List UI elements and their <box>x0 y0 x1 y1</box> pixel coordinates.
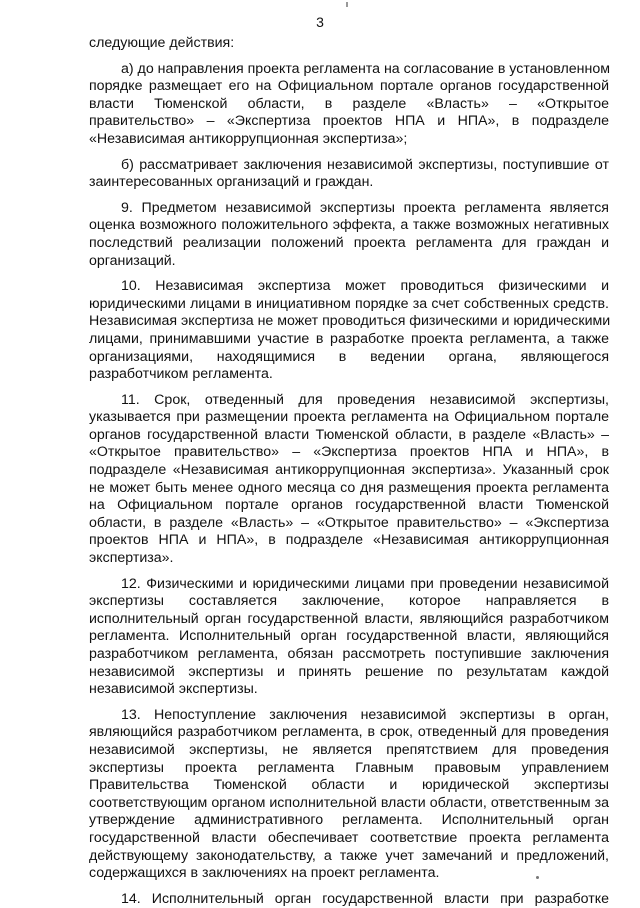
text-line: не может быть менее одного месяца со дня размещения проекта регламента <box>89 479 609 496</box>
text-line: 10. Независимая экспертиза может проводиться физическими и <box>121 278 609 295</box>
text-line: действующему законодательству, а также учет замечаний и предложений, <box>89 847 609 864</box>
paragraph-item-9 <box>89 200 609 270</box>
paragraph-item-13 <box>89 707 609 883</box>
paragraph-item-b <box>89 157 609 192</box>
text-line: юридическими лицами в инициативном порядке за счет собственных средств. <box>89 295 609 312</box>
text-line: подразделе «Независимая антикоррупционная экспертиза». Указанный срок <box>89 462 609 479</box>
paragraph-item-a <box>89 61 609 149</box>
text-line: власти Тюменской области, в разделе «Власть» – «Открытое <box>89 95 609 112</box>
text-line: последствий реализации положений проекта регламента для граждан и <box>89 234 609 251</box>
text-line: оценка возможного положительного эффекта, а также возможных негативных <box>89 217 609 234</box>
text-line: организаций. <box>89 252 176 269</box>
text-line: проектов НПА и НПА», в подразделе «Независимая антикоррупционная <box>89 532 609 549</box>
text-line: экспертиза». <box>89 550 174 567</box>
text-line: разработчиком регламента. <box>89 366 273 383</box>
text-line: на Официальном портале органов государственной власти Тюменской <box>89 497 609 514</box>
text-line: утверждение административного регламента. Исполнительный орган <box>89 812 609 829</box>
paragraph-item-11 <box>89 392 609 568</box>
scan-mark <box>346 2 348 7</box>
text-line: независимой экспертизы. <box>89 681 258 698</box>
text-line: 14. Исполнительный орган государственной власти при разработке <box>121 890 609 907</box>
page-number: 3 <box>316 14 324 30</box>
text-line: государственной власти обеспечивает соответствие проекта регламента <box>89 829 609 846</box>
paragraph-intro <box>89 35 609 53</box>
text-line: независимой экспертизы и принять решение по результатам каждой <box>89 663 609 680</box>
text-line: следующие действия: <box>89 35 235 51</box>
text-line: Независимая экспертиза не может проводиться физическими и юридическими <box>89 313 611 330</box>
paragraph-item-14 <box>89 891 609 908</box>
text-line: 12. Физическими и юридическими лицами при проведении независимой <box>121 575 609 592</box>
text-line: организациями, находящимися в ведении органа, являющегося <box>89 348 609 365</box>
text-line: Правительства Тюменской области и юридической экспертизы <box>89 777 609 794</box>
paragraph-item-12 <box>89 576 609 699</box>
document-body <box>89 35 609 908</box>
paragraph-item-10 <box>89 278 609 384</box>
text-line: органов государственной власти Тюменской области, в разделе «Власть» – <box>89 426 609 443</box>
text-line: области, в разделе «Власть» – «Открытое правительство» – «Экспертиза <box>89 514 609 531</box>
text-line: соответствующим органом исполнительной власти области, ответственным за <box>89 794 609 811</box>
text-line: регламента. Исполнительный орган государственной власти, являющийся <box>89 628 609 645</box>
text-line: независимой экспертизы, не является препятствием для проведения <box>89 741 609 758</box>
text-line: лицами, принимавшими участие в разработке проекта регламента, а также <box>89 330 609 347</box>
text-line: «Независимая антикоррупционная экспертиза»; <box>89 130 408 147</box>
scan-speck <box>536 876 539 879</box>
text-line: порядке размещает его на Официальном портале органов государственной <box>89 78 609 95</box>
text-line: правительство» – «Экспертиза проектов НПА и НПА», в подразделе <box>89 113 609 130</box>
text-line: содержащихся в заключениях на проект регламента. <box>89 865 440 882</box>
text-line: «Открытое правительство» – «Экспертиза проектов НПА и НПА», в <box>89 444 609 461</box>
text-line: указывается при размещении проекта регламента на Официальном портале <box>89 409 609 426</box>
text-line: разработчиком регламента, обязан рассмотреть поступившие заключения <box>89 646 609 662</box>
text-line: 13. Непоступление заключения независимой экспертизы в орган, <box>121 706 609 723</box>
text-line: экспертизы проекта регламента Главным правовым управлением <box>89 759 609 776</box>
text-line: б) рассматривает заключения независимой экспертизы, поступившие от <box>121 156 609 173</box>
text-line: 9. Предметом независимой экспертизы проекта регламента является <box>121 199 609 216</box>
text-line: исполнительный орган государственной власти, являющийся разработчиком <box>89 610 609 627</box>
text-line: 11. Срок, отведенный для проведения независимой экспертизы, <box>121 391 609 408</box>
text-line: экспертизы составляется заключение, которое направляется в <box>89 593 609 610</box>
text-line: заинтересованных организаций и граждан. <box>89 174 374 191</box>
text-line: являющийся разработчиком регламента, в срок, отведенный для проведения <box>89 724 609 741</box>
text-line: а) до направления проекта регламента на согласование в установленном <box>121 60 610 77</box>
